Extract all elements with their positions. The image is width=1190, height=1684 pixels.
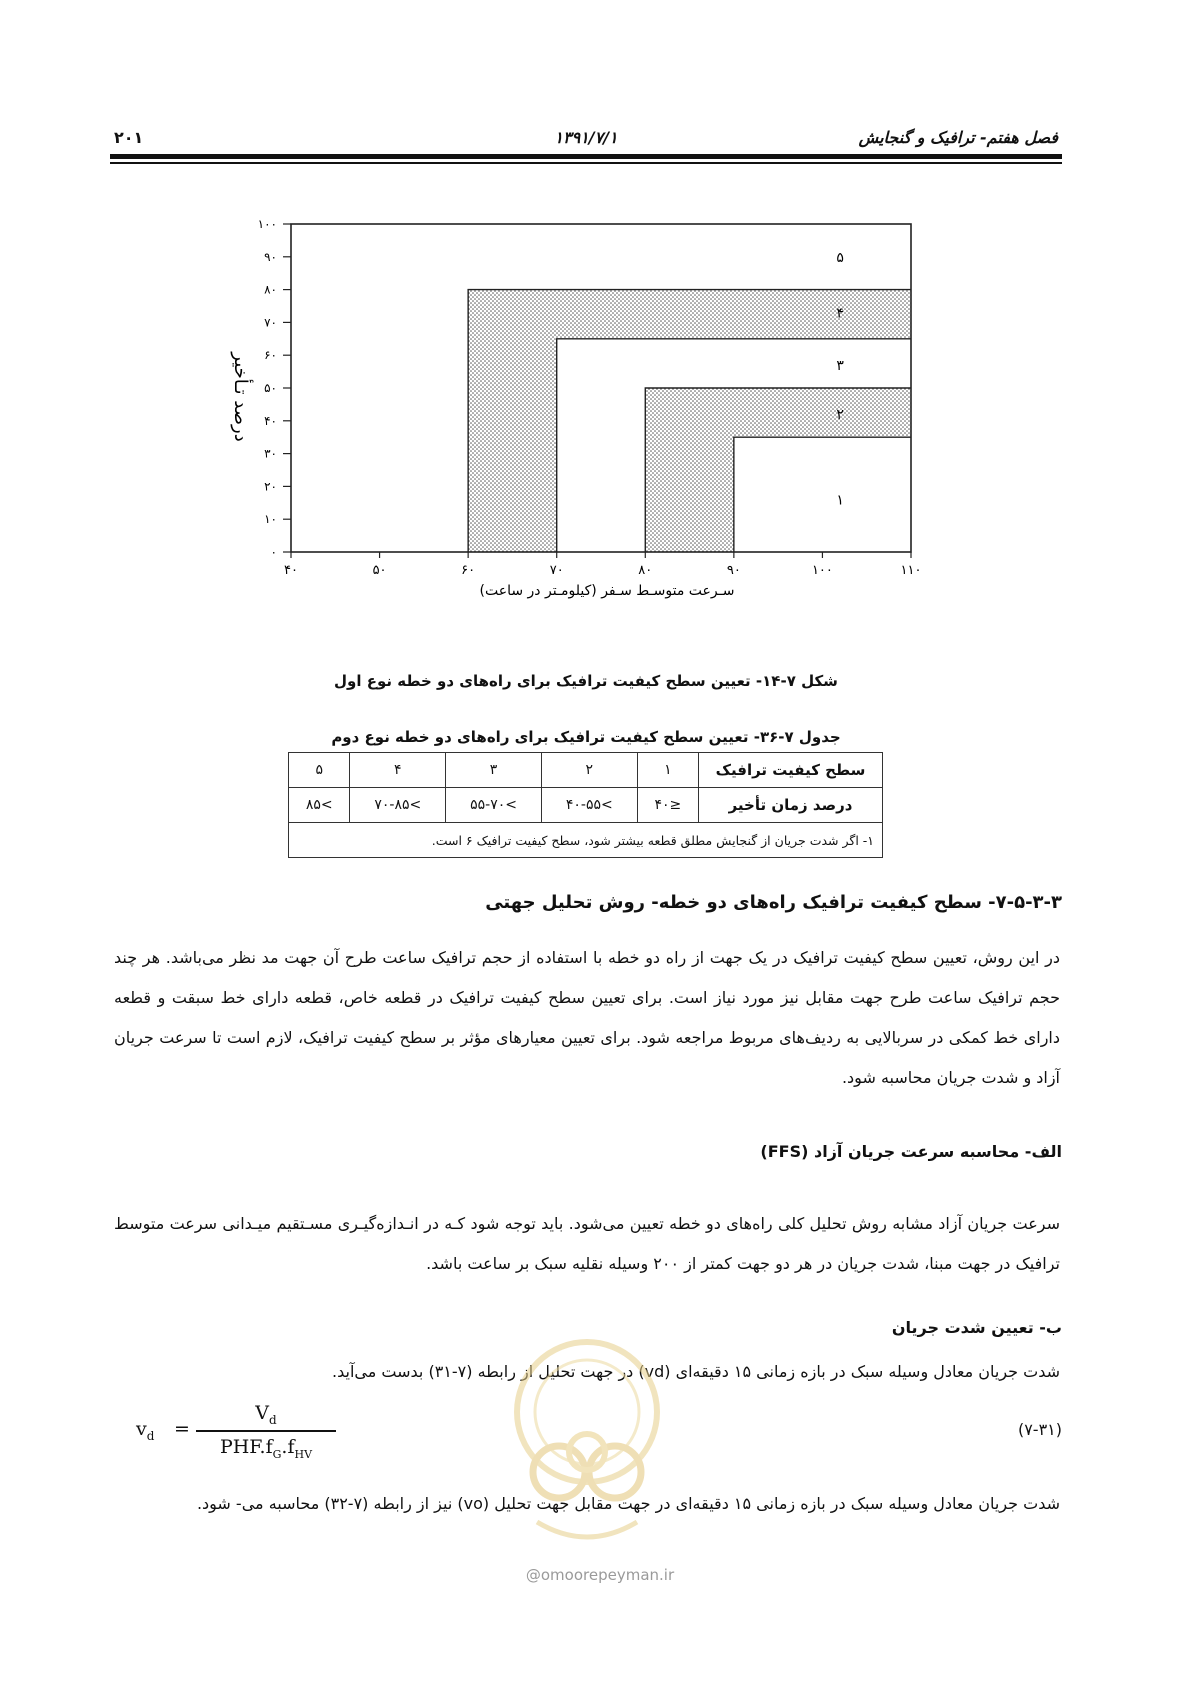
subsection-title-a: الف- محاسبه سرعت جریان آزاد (FFS) — [760, 1142, 1062, 1161]
table-caption: جدول ۷-۳۶- تعیین سطح کیفیت ترافیک برای راه‌های دو خطه نوع دوم — [331, 728, 841, 746]
y-tick-label: ۷۰ — [264, 315, 277, 330]
table-header-row — [289, 753, 883, 788]
equation-denominator: $PHF.f_G.f_{HV}$ — [219, 1435, 313, 1461]
level-cell: ۴ — [350, 753, 446, 788]
y-tick-label: ۹۰ — [264, 249, 277, 264]
value-cell: >۷۰-۸۵ — [350, 788, 446, 823]
x-tick-label: ۴۰ — [284, 563, 298, 578]
equation-numerator: $V_d$ — [255, 1402, 277, 1427]
y-tick-label: ۴۰ — [264, 413, 277, 428]
x-tick-label: ۵۰ — [372, 563, 387, 578]
value-cell: ≤۴۰ — [637, 788, 698, 823]
x-tick-label: ۶۰ — [461, 563, 476, 578]
header-date: ۱۳۹۱/۷/۱ — [554, 128, 618, 147]
x-tick-label: ۱۰۰ — [811, 563, 833, 578]
table-note: ۱- اگر شدت جریان از گنجایش مطلق قطعه بیشتر شود، سطح کیفیت ترافیک ۶ است. — [289, 823, 883, 858]
value-cell: >۸۵ — [289, 788, 350, 823]
y-tick-label: ۶۰ — [264, 348, 277, 363]
paragraph: شدت جریان معادل وسیله سبک در بازه زمانی ۱۵ دقیقه‌ای (vd) در جهت تحلیل از رابطه (۷-۳۱) بدست می‌آید. — [332, 1362, 1060, 1381]
los-table — [288, 752, 883, 858]
row-label: درصد زمان تأخیر — [699, 788, 883, 823]
level-cell: ۳ — [446, 753, 542, 788]
paragraph: در این روش، تعیین سطح کیفیت ترافیک در یک جهت از راه دو خطه با استفاده از حجم ترافیک ساعت طرح آن جهت مد نظر می‌باشد. هر چند حجم ترافیک ساعت طرح جهت مقابل نیز مورد نیاز است. برای تعیین سطح کیفیت ترافیک در قطعه خاص، قطعه دارای خط سبقت و قطعه دارای خط کمکی در سربالایی به ردیف‌های مربوط مراجعه شود. برای تعیین معیارهای مؤثر بر سطح کیفیت ترافیک، لازم است تا سرعت جریان آزاد و شدت جریان محاسبه شود. — [114, 948, 1060, 1087]
y-tick-label: ۱۰۰ — [257, 217, 277, 231]
region-label: ۱ — [836, 492, 844, 509]
value-cell: >۵۵-۷۰ — [446, 788, 542, 823]
x-tick-label: ۹۰ — [726, 563, 741, 578]
y-tick-label: ۲۰ — [264, 479, 277, 494]
fraction-bar — [196, 1430, 336, 1432]
level-cell: ۲ — [541, 753, 637, 788]
header-label: سطح کیفیت ترافیک — [699, 753, 883, 788]
y-tick-label: ۱۰ — [264, 512, 277, 527]
equals-sign: = — [174, 1418, 190, 1440]
los-chart — [200, 212, 960, 652]
x-tick-label: ۸۰ — [638, 563, 653, 578]
page-header — [110, 118, 1062, 154]
region-label: ۴ — [836, 305, 844, 322]
table-row — [289, 788, 883, 823]
equation-lhs: $v_d$ — [136, 1418, 155, 1443]
y-axis-label: درصد تـأخیر — [230, 352, 251, 442]
watermark-logo — [497, 1312, 677, 1562]
equation-number: (۷-۳۱) — [1017, 1420, 1062, 1439]
x-tick-label: ۷۰ — [549, 563, 564, 578]
paragraph: شدت جریان معادل وسیله سبک در بازه زمانی ۱۵ دقیقه‌ای در جهت مقابل جهت تحلیل (vo) نیز از رابطه (۷-۳۲) محاسبه می- شود. — [196, 1494, 1060, 1513]
value-cell: >۴۰-۵۵ — [541, 788, 637, 823]
region-label: ۵ — [836, 249, 844, 266]
level-cell: ۵ — [289, 753, 350, 788]
y-tick-label: ۵۰ — [264, 381, 277, 395]
equation-fraction — [196, 1402, 336, 1460]
figure-caption: شکل ۷-۱۴- تعیین سطح کیفیت ترافیک برای راه‌های دو خطه نوع اول — [334, 672, 838, 690]
shaded-band — [645, 388, 911, 552]
level-cell: ۱ — [637, 753, 698, 788]
site-watermark: @omoorepeyman.ir — [525, 1566, 675, 1584]
y-tick-label: ۳۰ — [264, 446, 277, 461]
header-rule-thick — [110, 154, 1062, 159]
chapter-title: فصل هفتم- ترافیک و گنجایش — [858, 128, 1058, 147]
subsection-title-b: ب- تعیین شدت جریان — [891, 1318, 1062, 1337]
header-rule-thin — [110, 162, 1062, 164]
x-axis-label: سـرعت متوسـط سـفر (کیلومـتر در ساعت) — [479, 583, 735, 599]
equation-31 — [136, 1402, 316, 1460]
y-tick-label: ۸۰ — [264, 282, 277, 297]
boundary-line — [734, 437, 911, 552]
page-number: ۲۰۱ — [114, 128, 144, 147]
region-label: ۳ — [836, 358, 844, 375]
section-title: ۷-۵-۳-۳- سطح کیفیت ترافیک راه‌های دو خطه- روش تحلیل جهتی — [485, 892, 1062, 913]
region-label: ۲ — [836, 407, 844, 424]
paragraph: سرعت جریان آزاد مشابه روش تحلیل کلی راه‌های دو خطه تعیین می‌شود. باید توجه شود کـه در انـدازه‌گیـری مسـتقیم میـدانی سرعت متوسط ترافیک در جهت مبنا، شدت جریان در هر دو جهت کمتر از ۲۰۰ وسیله نقلیه سبک بر ساعت باشد. — [114, 1214, 1060, 1273]
x-tick-label: ۱۱۰ — [900, 563, 922, 578]
y-tick-label: ۰ — [270, 545, 277, 559]
table-note-row — [289, 823, 883, 858]
